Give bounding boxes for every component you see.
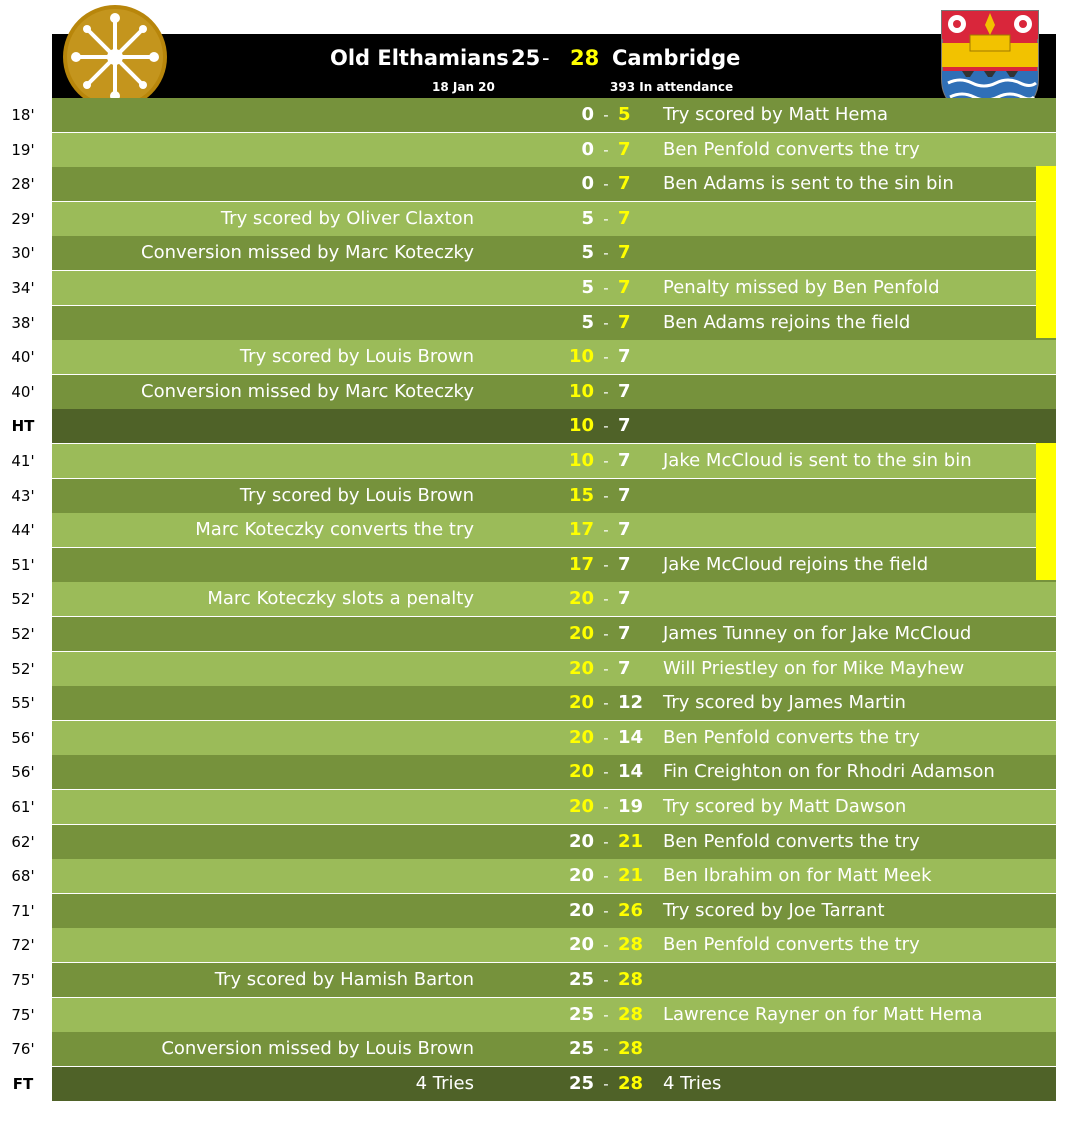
away-score: 7 [618,450,631,471]
header-dash: - [542,46,550,70]
home-score: 20 [568,623,594,644]
table-row [0,271,1080,305]
home-score: 17 [568,553,594,575]
away-score: 7 [618,484,631,506]
event-time: 68' [0,859,46,893]
home-score: 25 [568,1003,594,1025]
away-score: 14 [618,726,644,748]
away-score: 21 [618,830,644,852]
away-score: 7 [618,588,631,610]
event-time: 41' [0,444,46,478]
event-time: 75' [0,963,46,997]
event-time: FT [0,1067,46,1101]
score-dash: - [603,1040,609,1059]
row-bar [52,340,1056,374]
home-score: 25 [568,1072,594,1094]
away-score: 7 [618,623,631,644]
table-row [0,375,1080,409]
row-bar [52,825,1056,859]
away-score: 5 [618,104,631,125]
event-time: 43' [0,479,46,513]
table-row [0,652,1080,686]
table-row [0,582,1080,616]
score-dash: - [603,867,609,886]
table-row [0,928,1080,962]
away-score: 14 [618,761,644,783]
table-row [0,340,1080,374]
score-dash: - [603,209,609,228]
home-score: 10 [568,415,594,437]
event-time: 30' [0,236,46,270]
away-score: 7 [618,277,631,298]
table-row [0,963,1080,997]
row-bar [52,1032,1056,1066]
home-score: 5 [581,242,594,264]
table-row [0,479,1080,513]
row-bar [52,167,1056,201]
table-row [0,894,1080,928]
score-dash: - [603,1005,609,1024]
sin-bin-indicator [1036,166,1056,338]
row-bar [52,1067,1056,1101]
away-score: 28 [618,934,644,956]
away-score: 7 [618,173,631,195]
table-row [0,790,1080,824]
score-dash: - [603,486,609,505]
home-score: 0 [581,138,594,160]
event-time: 52' [0,652,46,686]
home-score: 10 [568,450,594,471]
away-score: 28 [618,1038,644,1060]
home-event: Try scored by Oliver Claxton [220,207,474,229]
score-dash: - [603,728,609,747]
event-time: 55' [0,686,46,720]
away-score: 7 [618,553,631,575]
away-event: 4 Tries [663,1072,722,1094]
score-dash: - [603,313,609,332]
home-score: 20 [568,830,594,852]
event-time: 40' [0,340,46,374]
home-event: Marc Koteczky converts the try [195,519,474,541]
row-bar [52,998,1056,1032]
score-dash: - [603,106,609,124]
away-event: Ben Penfold converts the try [663,726,920,748]
table-row [0,617,1080,651]
score-dash: - [603,244,609,263]
row-bar [52,513,1056,547]
away-event: Ben Penfold converts the try [663,934,920,956]
event-time: 29' [0,202,46,236]
score-dash: - [603,798,609,816]
row-bar [52,686,1056,720]
header-away-score: 28 [570,46,600,70]
home-score: 20 [568,588,594,610]
row-bar [52,859,1056,893]
score-dash: - [603,140,609,159]
away-score: 7 [618,415,631,437]
score-dash: - [603,832,609,851]
away-score: 7 [618,380,631,402]
home-event: 4 Tries [415,1072,474,1094]
score-dash: - [603,590,609,609]
away-event: Fin Creighton on for Rhodri Adamson [663,761,995,783]
home-score: 15 [568,484,594,506]
score-dash: - [603,936,609,955]
home-score: 20 [568,796,594,817]
table-row [0,1032,1080,1066]
table-row [0,98,1080,132]
table-row [0,409,1080,443]
away-event: Try scored by Matt Dawson [663,796,907,817]
away-score: 28 [618,969,644,990]
away-score: 21 [618,865,644,887]
row-bar [52,652,1056,686]
away-event: Ben Adams rejoins the field [663,311,911,333]
away-score: 19 [618,796,644,817]
score-dash: - [603,763,609,782]
row-bar [52,271,1056,305]
away-score: 28 [618,1072,644,1094]
home-event: Conversion missed by Marc Koteczky [141,380,474,402]
row-bar [52,963,1056,997]
row-bar [52,617,1056,651]
away-score: 12 [618,692,644,714]
row-bar [52,790,1056,824]
home-score: 0 [581,104,594,125]
old-elthamians-crest-icon [62,4,168,110]
away-score: 7 [618,138,631,160]
row-bar [52,444,1056,478]
event-time: 40' [0,375,46,409]
table-row [0,444,1080,478]
table-row [0,236,1080,270]
event-time: 51' [0,548,46,582]
away-event: Lawrence Rayner on for Matt Hema [663,1003,983,1025]
attendance: 393 In attendance [610,80,734,94]
away-score: 7 [618,207,631,229]
event-time: 28' [0,167,46,201]
event-time: 75' [0,998,46,1032]
home-score: 20 [568,726,594,748]
away-score: 7 [618,657,631,679]
score-dash: - [603,452,609,470]
away-event: Try scored by James Martin [663,692,906,714]
row-bar [52,375,1056,409]
away-event: Ben Adams is sent to the sin bin [663,173,954,195]
home-score: 25 [568,1038,594,1060]
away-score: 7 [618,242,631,264]
score-dash: - [603,348,609,367]
match-date: 18 Jan 20 [432,80,495,94]
home-event: Conversion missed by Marc Koteczky [141,242,474,264]
away-event: Ben Ibrahim on for Matt Meek [663,865,932,887]
table-row [0,1067,1080,1101]
score-dash: - [603,175,609,194]
row-bar [52,236,1056,270]
event-time: 72' [0,928,46,962]
row-bar [52,582,1056,616]
event-time: 76' [0,1032,46,1066]
row-bar [52,928,1056,962]
row-bar [52,409,1056,443]
home-event: Try scored by Louis Brown [239,484,474,506]
table-row [0,133,1080,167]
row-bar [52,894,1056,928]
score-dash: - [603,382,609,401]
away-score: 28 [618,1003,644,1025]
home-score: 20 [568,934,594,956]
event-time: 44' [0,513,46,547]
away-event: James Tunney on for Jake McCloud [663,623,972,644]
table-row [0,755,1080,789]
home-team-name: Old Elthamians [330,46,509,70]
score-dash: - [603,555,609,574]
home-event: Try scored by Hamish Barton [214,969,474,990]
match-header [52,34,1056,98]
score-dash: - [603,625,609,643]
score-dash: - [603,279,609,297]
event-time: 71' [0,894,46,928]
home-score: 25 [568,969,594,990]
event-time: 61' [0,790,46,824]
event-time: 52' [0,582,46,616]
table-row [0,825,1080,859]
row-bar [52,202,1056,236]
away-score: 7 [618,311,631,333]
home-score: 10 [568,346,594,368]
score-dash: - [603,417,609,436]
home-score: 5 [581,311,594,333]
away-event: Ben Penfold converts the try [663,138,920,160]
away-event: Will Priestley on for Mike Mayhew [663,657,965,679]
table-row [0,686,1080,720]
away-score: 7 [618,346,631,368]
away-team-name: Cambridge [612,46,741,70]
home-score: 20 [568,692,594,714]
away-event: Jake McCloud rejoins the field [663,553,929,575]
event-time: 18' [0,98,46,132]
table-row [0,859,1080,893]
home-score: 5 [581,207,594,229]
away-event: Penalty missed by Ben Penfold [663,277,940,298]
sin-bin-indicator [1036,443,1056,580]
table-row [0,306,1080,340]
home-event: Conversion missed by Louis Brown [161,1038,474,1060]
home-score: 10 [568,380,594,402]
score-dash: - [603,1074,609,1093]
home-score: 20 [568,657,594,679]
score-dash: - [603,521,609,540]
table-row [0,202,1080,236]
header-home-score: 25 [511,46,541,70]
score-dash: - [603,901,609,920]
home-score: 20 [568,865,594,887]
event-time: 38' [0,306,46,340]
row-bar [52,548,1056,582]
table-row [0,548,1080,582]
table-row [0,998,1080,1032]
event-time: 52' [0,617,46,651]
score-dash: - [603,659,609,678]
event-time: HT [0,409,46,443]
away-event: Try scored by Matt Hema [663,104,889,125]
home-score: 17 [568,519,594,541]
event-time: 34' [0,271,46,305]
row-bar [52,133,1056,167]
row-bar [52,98,1056,132]
away-event: Jake McCloud is sent to the sin bin [663,450,972,471]
home-event: Try scored by Louis Brown [239,346,474,368]
table-row [0,167,1080,201]
home-event: Marc Koteczky slots a penalty [207,588,474,610]
score-dash: - [603,694,609,713]
home-score: 20 [568,899,594,921]
row-bar [52,306,1056,340]
event-time: 56' [0,721,46,755]
score-dash: - [603,971,609,989]
away-score: 7 [618,519,631,541]
home-score: 0 [581,173,594,195]
row-bar [52,721,1056,755]
home-score: 5 [581,277,594,298]
table-row [0,721,1080,755]
event-time: 62' [0,825,46,859]
away-event: Ben Penfold converts the try [663,830,920,852]
away-score: 26 [618,899,644,921]
row-bar [52,479,1056,513]
table-row [0,513,1080,547]
home-score: 20 [568,761,594,783]
row-bar [52,755,1056,789]
away-event: Try scored by Joe Tarrant [663,899,885,921]
event-time: 19' [0,133,46,167]
event-time: 56' [0,755,46,789]
